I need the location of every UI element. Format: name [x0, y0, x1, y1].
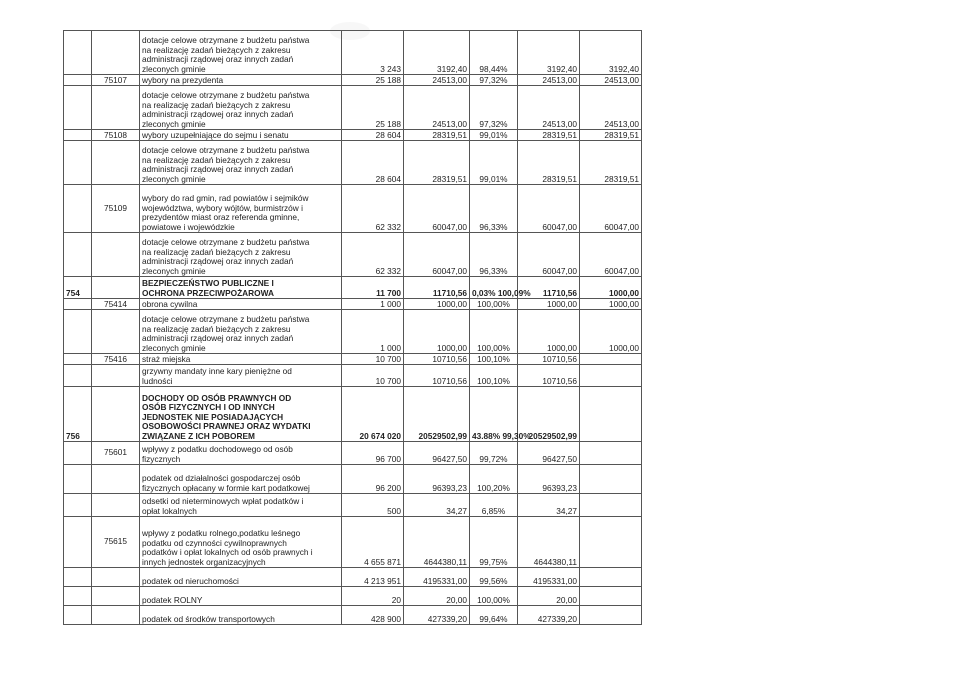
execution-cell: 11710,56 — [404, 277, 470, 299]
table-row — [64, 130, 642, 141]
description-cell: podatek ROLNY — [140, 587, 342, 606]
value-cell — [580, 517, 642, 568]
value-cell: 34,27 — [518, 494, 580, 517]
execution-cell: 4195331,00 — [404, 568, 470, 587]
rozdzial-cell — [92, 141, 140, 185]
execution-cell: 20,00 — [404, 587, 470, 606]
dzial-cell — [64, 233, 92, 277]
plan-cell: 1 000 — [342, 299, 404, 310]
percent-cell: 100,20% — [470, 465, 518, 494]
dzial-cell — [64, 606, 92, 625]
budget-table-sheet — [63, 30, 641, 625]
dzial-cell — [64, 299, 92, 310]
plan-cell: 500 — [342, 494, 404, 517]
rozdzial-cell — [92, 587, 140, 606]
percent-cell: 6,85% — [470, 494, 518, 517]
value-cell: 24513,00 — [580, 86, 642, 130]
percent-cell: 100,00% — [470, 310, 518, 354]
rozdzial-cell: 75615 — [92, 517, 140, 568]
dzial-cell: 756 — [64, 387, 92, 442]
dzial-cell — [64, 442, 92, 465]
value-cell — [580, 606, 642, 625]
description-cell: podatek od środków transportowych — [140, 606, 342, 625]
description-cell: straż miejska — [140, 354, 342, 365]
table-row — [64, 365, 642, 387]
rozdzial-cell — [92, 365, 140, 387]
budget-table-body — [64, 31, 642, 625]
plan-cell: 4 213 951 — [342, 568, 404, 587]
description-cell: wybory do rad gmin, rad powiatów i sejmików województwa, wybory wójtów, burmistrzów i prezydentów miast oraz referenda gminne, powiatowe i wojewódzkie — [140, 185, 342, 233]
dzial-cell — [64, 365, 92, 387]
dzial-cell — [64, 465, 92, 494]
value-cell — [580, 365, 642, 387]
plan-cell: 25 188 — [342, 86, 404, 130]
table-row — [64, 185, 642, 233]
description-cell: wybory uzupełniające do sejmu i senatu — [140, 130, 342, 141]
description-cell: odsetki od nieterminowych wpłat podatków i opłat lokalnych — [140, 494, 342, 517]
table-row — [64, 277, 642, 299]
percent-cell: 97,32% — [470, 86, 518, 130]
value-cell: 4644380,11 — [518, 517, 580, 568]
table-row — [64, 354, 642, 365]
rozdzial-cell — [92, 465, 140, 494]
rozdzial-cell: 75601 — [92, 442, 140, 465]
plan-cell: 96 700 — [342, 442, 404, 465]
value-cell: 28319,51 — [580, 141, 642, 185]
value-cell: 3192,40 — [518, 31, 580, 75]
rozdzial-cell: 75108 — [92, 130, 140, 141]
table-row — [64, 606, 642, 625]
rozdzial-cell — [92, 310, 140, 354]
rozdzial-cell — [92, 387, 140, 442]
execution-cell: 1000,00 — [404, 299, 470, 310]
dzial-cell — [64, 86, 92, 130]
value-cell: 60047,00 — [580, 185, 642, 233]
value-cell: 427339,20 — [518, 606, 580, 625]
percent-cell: 99,01% — [470, 130, 518, 141]
value-cell: 28319,51 — [518, 141, 580, 185]
dzial-cell — [64, 130, 92, 141]
rozdzial-cell — [92, 86, 140, 130]
table-row — [64, 141, 642, 185]
table-row — [64, 233, 642, 277]
table-row — [64, 494, 642, 517]
plan-cell: 62 332 — [342, 185, 404, 233]
plan-cell: 20 — [342, 587, 404, 606]
plan-cell: 10 700 — [342, 354, 404, 365]
plan-cell: 3 243 — [342, 31, 404, 75]
budget-table — [63, 30, 642, 625]
percent-cell: 96,33% — [470, 185, 518, 233]
value-cell: 20,00 — [518, 587, 580, 606]
percent-cell: 99,72% — [470, 442, 518, 465]
rozdzial-cell — [92, 494, 140, 517]
percent-cell: 99,64% — [470, 606, 518, 625]
value-cell: 20529502,99 — [518, 387, 580, 442]
description-cell: podatek od działalności gospodarczej osób fizycznych opłacany w formie kart podatkowej — [140, 465, 342, 494]
dzial-cell — [64, 587, 92, 606]
percent-cell: 43.88% 99,30% — [470, 387, 518, 442]
value-cell: 1000,00 — [518, 310, 580, 354]
value-cell: 28319,51 — [518, 130, 580, 141]
percent-cell: 98,44% — [470, 31, 518, 75]
value-cell: 24513,00 — [580, 75, 642, 86]
plan-cell: 11 700 — [342, 277, 404, 299]
plan-cell: 28 604 — [342, 141, 404, 185]
dzial-cell — [64, 141, 92, 185]
description-cell: dotacje celowe otrzymane z budżetu państwa na realizację zadań bieżących z zakresu administracji rządowej oraz innych zadań zleconych gminie — [140, 31, 342, 75]
description-cell: obrona cywilna — [140, 299, 342, 310]
execution-cell: 427339,20 — [404, 606, 470, 625]
table-row — [64, 299, 642, 310]
description-cell: dotacje celowe otrzymane z budżetu państwa na realizację zadań bieżących z zakresu administracji rządowej oraz innych zadań zleconych gminie — [140, 86, 342, 130]
value-cell: 1000,00 — [580, 310, 642, 354]
execution-cell: 60047,00 — [404, 185, 470, 233]
percent-cell: 99,01% — [470, 141, 518, 185]
value-cell: 60047,00 — [580, 233, 642, 277]
value-cell — [580, 568, 642, 587]
rozdzial-cell — [92, 233, 140, 277]
description-cell: wpływy z podatku rolnego,podatku leśnego podatku od czynności cywilnoprawnych podatków i opłat lokalnych od osób prawnych i innych jednostek organizacyjnych — [140, 517, 342, 568]
value-cell: 1000,00 — [518, 299, 580, 310]
description-cell: wpływy z podatku dochodowego od osób fizycznych — [140, 442, 342, 465]
dzial-cell: 754 — [64, 277, 92, 299]
execution-cell: 10710,56 — [404, 354, 470, 365]
execution-cell: 10710,56 — [404, 365, 470, 387]
value-cell: 24513,00 — [518, 86, 580, 130]
dzial-cell — [64, 31, 92, 75]
description-cell: DOCHODY OD OSÓB PRAWNYCH OD OSÓB FIZYCZNYCH I OD INNYCH JEDNOSTEK NIE POSIADAJĄCYCH OSOBOWOŚCI PRAWNEJ ORAZ WYDATKI ZWIĄZANE Z ICH POBOREM — [140, 387, 342, 442]
value-cell — [580, 354, 642, 365]
value-cell: 96427,50 — [518, 442, 580, 465]
dzial-cell — [64, 185, 92, 233]
rozdzial-cell: 75414 — [92, 299, 140, 310]
value-cell: 1000,00 — [580, 277, 642, 299]
plan-cell: 1 000 — [342, 310, 404, 354]
table-row — [64, 568, 642, 587]
percent-cell: 99,75% — [470, 517, 518, 568]
dzial-cell — [64, 310, 92, 354]
dzial-cell — [64, 517, 92, 568]
rozdzial-cell: 75109 — [92, 185, 140, 233]
percent-cell: 100,00% — [470, 587, 518, 606]
description-cell: dotacje celowe otrzymane z budżetu państwa na realizację zadań bieżących z zakresu administracji rządowej oraz innych zadań zleconych gminie — [140, 310, 342, 354]
value-cell: 28319,51 — [580, 130, 642, 141]
table-row — [64, 310, 642, 354]
rozdzial-cell — [92, 277, 140, 299]
plan-cell: 4 655 871 — [342, 517, 404, 568]
table-row — [64, 465, 642, 494]
table-row — [64, 517, 642, 568]
execution-cell: 28319,51 — [404, 130, 470, 141]
percent-cell: 96,33% — [470, 233, 518, 277]
rozdzial-cell — [92, 606, 140, 625]
plan-cell: 25 188 — [342, 75, 404, 86]
table-row — [64, 75, 642, 86]
description-cell: BEZPIECZEŃSTWO PUBLICZNE I OCHRONA PRZECIWPOŻAROWA — [140, 277, 342, 299]
execution-cell: 28319,51 — [404, 141, 470, 185]
value-cell — [580, 442, 642, 465]
execution-cell: 96393,23 — [404, 465, 470, 494]
value-cell: 4195331,00 — [518, 568, 580, 587]
dzial-cell — [64, 75, 92, 86]
value-cell: 10710,56 — [518, 354, 580, 365]
execution-cell: 96427,50 — [404, 442, 470, 465]
execution-cell: 3192,40 — [404, 31, 470, 75]
percent-cell: 0,03% 100,09% — [470, 277, 518, 299]
rozdzial-cell — [92, 31, 140, 75]
percent-cell: 100,00% — [470, 299, 518, 310]
percent-cell: 100,10% — [470, 365, 518, 387]
value-cell: 1000,00 — [580, 299, 642, 310]
value-cell: 10710,56 — [518, 365, 580, 387]
plan-cell: 428 900 — [342, 606, 404, 625]
plan-cell: 62 332 — [342, 233, 404, 277]
table-row — [64, 387, 642, 442]
execution-cell: 24513,00 — [404, 75, 470, 86]
table-row — [64, 31, 642, 75]
description-cell: wybory na prezydenta — [140, 75, 342, 86]
plan-cell: 10 700 — [342, 365, 404, 387]
value-cell: 3192,40 — [580, 31, 642, 75]
value-cell: 60047,00 — [518, 233, 580, 277]
value-cell — [580, 494, 642, 517]
value-cell: 24513,00 — [518, 75, 580, 86]
execution-cell: 34,27 — [404, 494, 470, 517]
value-cell: 60047,00 — [518, 185, 580, 233]
description-cell: dotacje celowe otrzymane z budżetu państwa na realizację zadań bieżących z zakresu administracji rządowej oraz innych zadań zleconych gminie — [140, 233, 342, 277]
execution-cell: 4644380,11 — [404, 517, 470, 568]
plan-cell: 96 200 — [342, 465, 404, 494]
plan-cell: 20 674 020 — [342, 387, 404, 442]
execution-cell: 24513,00 — [404, 86, 470, 130]
percent-cell: 100,10% — [470, 354, 518, 365]
value-cell — [580, 387, 642, 442]
execution-cell: 60047,00 — [404, 233, 470, 277]
dzial-cell — [64, 568, 92, 587]
value-cell: 96393,23 — [518, 465, 580, 494]
value-cell — [580, 587, 642, 606]
execution-cell: 20529502,99 — [404, 387, 470, 442]
table-row — [64, 442, 642, 465]
rozdzial-cell: 75107 — [92, 75, 140, 86]
dzial-cell — [64, 494, 92, 517]
table-row — [64, 587, 642, 606]
dzial-cell — [64, 354, 92, 365]
description-cell: podatek od nieruchomości — [140, 568, 342, 587]
percent-cell: 97,32% — [470, 75, 518, 86]
value-cell: 11710,56 — [518, 277, 580, 299]
rozdzial-cell — [92, 568, 140, 587]
description-cell: dotacje celowe otrzymane z budżetu państwa na realizację zadań bieżących z zakresu administracji rządowej oraz innych zadań zleconych gminie — [140, 141, 342, 185]
table-row — [64, 86, 642, 130]
description-cell: grzywny mandaty inne kary pieniężne od ludności — [140, 365, 342, 387]
rozdzial-cell: 75416 — [92, 354, 140, 365]
plan-cell: 28 604 — [342, 130, 404, 141]
percent-cell: 99,56% — [470, 568, 518, 587]
execution-cell: 1000,00 — [404, 310, 470, 354]
value-cell — [580, 465, 642, 494]
